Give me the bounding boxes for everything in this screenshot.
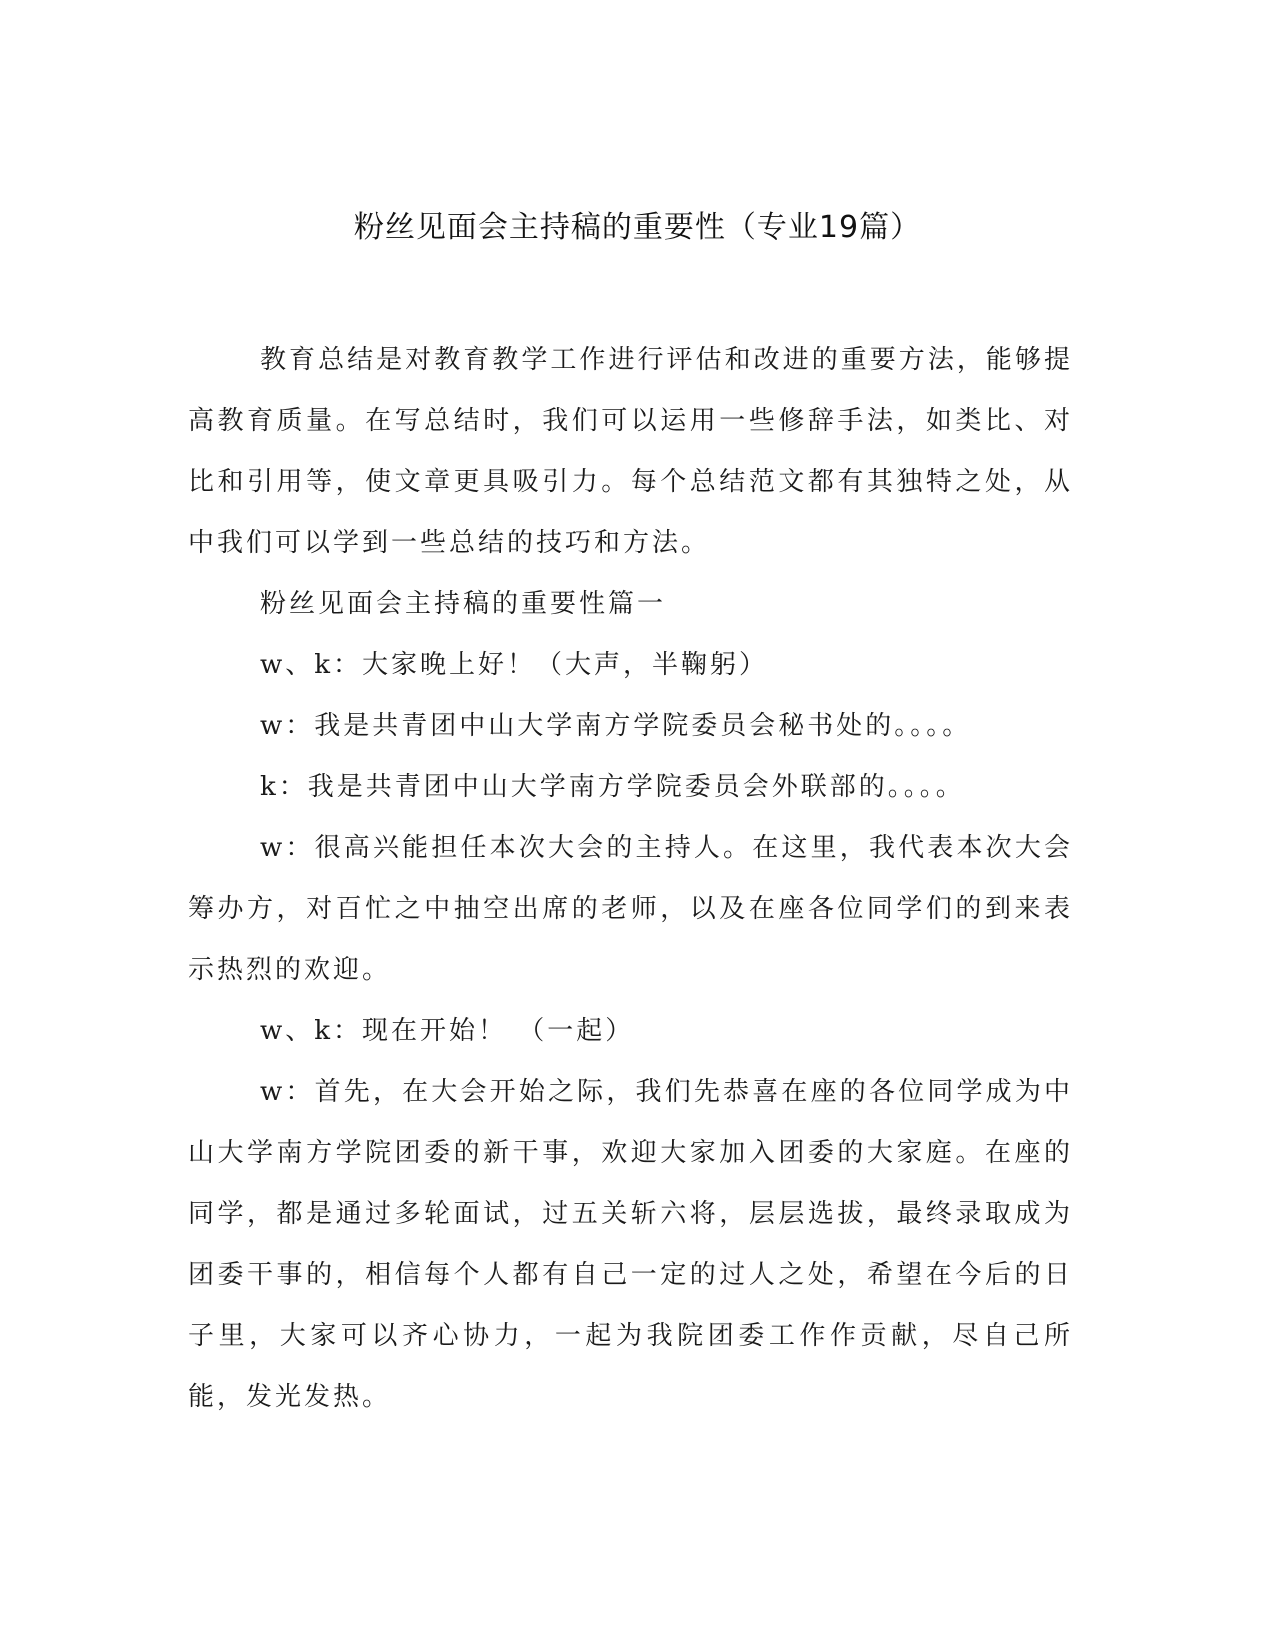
dialogue-line: w、k：现在开始！ （一起） — [260, 1016, 635, 1046]
dialogue-line: w：很高兴能担任本次大会的主持人。在这里，我代表本次大会筹办方，对百忙之中抽空出席的老师，以及在座各位同学们的到来表示热烈的欢迎。 — [188, 833, 1073, 985]
document-title: 粉丝见面会主持稿的重要性（专业19篇） — [353, 210, 922, 245]
dialogue-line: k：我是共青团中山大学南方学院委员会外联部的。。。。 — [260, 772, 965, 802]
dialogue-line: w、k：大家晚上好！（大声，半鞠躬） — [260, 650, 769, 680]
dialogue-line: w：首先，在大会开始之际，我们先恭喜在座的各位同学成为中山大学南方学院团委的新干事，欢迎大家加入团委的大家庭。在座的同学，都是通过多轮面试，过五关斩六将，层层选拔，最终录取成为团委干事的，相信每个人都有自己一定的过人之处，希望在今后的日子里，大家可以齐心协力，一起为我院团委工作作贡献，尽自己所能，发光发热。 — [188, 1077, 1073, 1412]
intro-paragraph: 教育总结是对教育教学工作进行评估和改进的重要方法，能够提高教育质量。在写总结时，我们可以运用一些修辞手法，如类比、对比和引用等，使文章更具吸引力。每个总结范文都有其独特之处，从中我们可以学到一些总结的技巧和方法。 — [188, 345, 1073, 558]
document-body — [188, 330, 1073, 1428]
section-heading: 粉丝见面会主持稿的重要性篇一 — [260, 589, 667, 619]
dialogue-line: w：我是共青团中山大学南方学院委员会秘书处的。。。。 — [260, 711, 972, 741]
